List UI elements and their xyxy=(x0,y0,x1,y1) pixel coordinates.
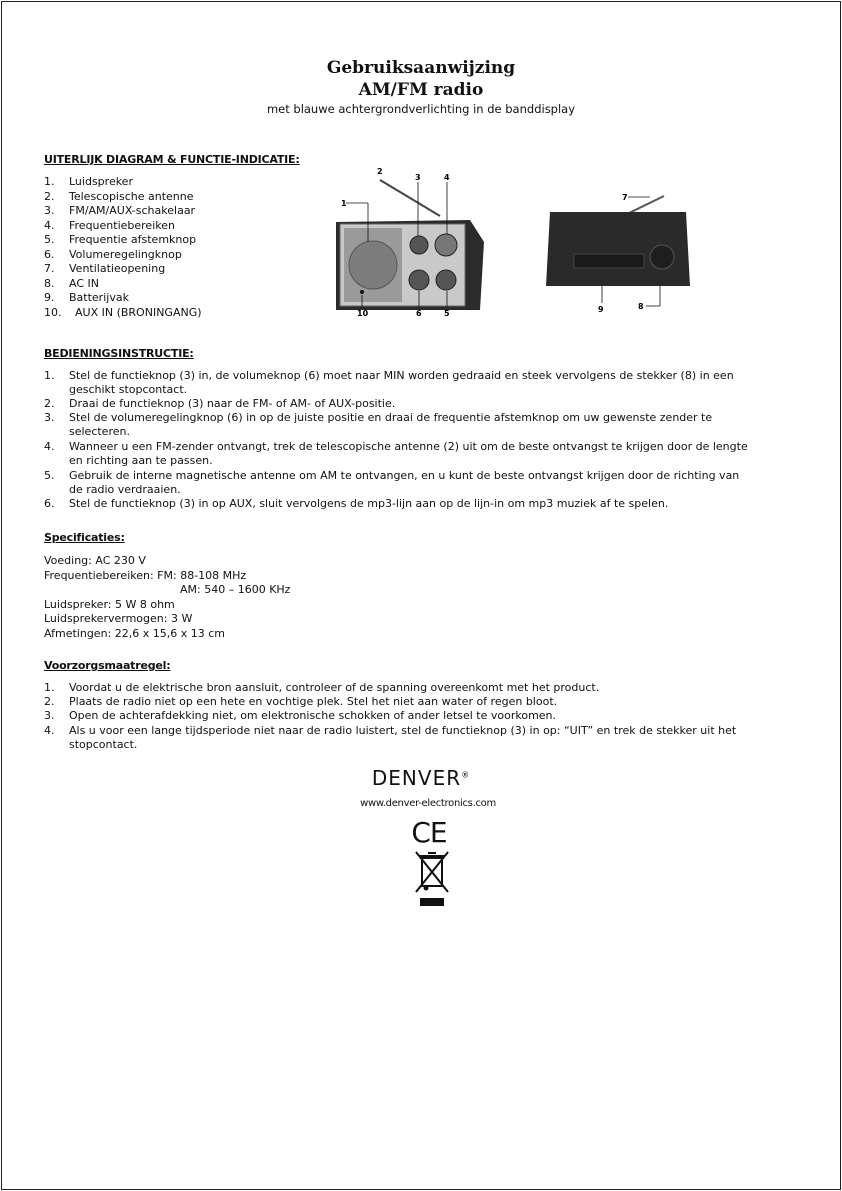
list-item-number: 2. xyxy=(44,397,55,410)
list-item: Frequentiebereiken xyxy=(69,218,175,232)
antenna-line xyxy=(380,180,440,216)
brand-url: www.denver-electronics.com xyxy=(360,798,496,809)
ce-mark: CE xyxy=(411,816,447,849)
list-item: Voordat u de elektrische bron aansluit, controleer of de spanning overeenkomt met het product. xyxy=(69,681,600,694)
list-item-number: 6. xyxy=(44,497,55,510)
list-item-continued: selecteren. xyxy=(69,425,130,438)
list-item: Plaats de radio niet op een hete en vochtige plek. Stel het niet aan water of regen bloot. xyxy=(69,695,558,708)
list-item-number: 8. xyxy=(44,276,55,290)
spec-dimensions: Afmetingen: 22,6 x 15,6 x 13 cm xyxy=(44,627,226,640)
callout-9: 9 xyxy=(598,305,604,314)
list-item-continued: stopcontact. xyxy=(69,738,138,751)
product-name: AM/FM radio xyxy=(358,80,484,100)
brand-logo xyxy=(358,766,484,790)
callout-7: 7 xyxy=(622,193,628,202)
list-item-number: 1. xyxy=(44,175,55,188)
specs-heading: Specificaties: xyxy=(44,531,125,544)
list-item: Frequentie afstemknop xyxy=(69,233,197,246)
radio-back-illustration xyxy=(538,182,698,317)
list-item: Batterijvak xyxy=(69,291,129,304)
callout-3: 3 xyxy=(415,173,421,182)
list-item-number: 10. xyxy=(44,305,62,319)
list-item-number: 4. xyxy=(44,724,55,737)
callout-10: 10 xyxy=(357,309,369,318)
speaker-grille xyxy=(349,241,397,289)
callout-8: 8 xyxy=(638,302,644,311)
callout-2: 2 xyxy=(377,167,383,176)
list-item: Stel de functieknop (3) in, de volumeknop (6) moet naar MIN worden gedraaid en steek vervolgens de stekker (8) in een xyxy=(69,369,734,382)
list-item-number: 5. xyxy=(44,233,55,246)
registered-mark: ® xyxy=(461,770,471,780)
diagram-heading: UITERLIJK DIAGRAM & FUNCTIE-INDICATIE: xyxy=(44,153,300,166)
battery-compartment xyxy=(574,254,644,268)
list-item-continued: de radio verdraaien. xyxy=(69,483,181,496)
operation-heading: BEDIENINGSINSTRUCTIE: xyxy=(44,347,194,360)
list-item-number: 3. xyxy=(44,204,55,217)
aux-jack xyxy=(360,290,364,294)
list-item-number: 2. xyxy=(44,695,55,708)
list-item: Draai de functieknop (3) naar de FM- of AM- of AUX-positie. xyxy=(69,397,396,410)
callout-1: 1 xyxy=(341,199,347,208)
list-item-number: 4. xyxy=(44,218,55,232)
list-item: Telescopische antenne xyxy=(69,189,194,203)
list-item: Als u voor een lange tijdsperiode niet naar de radio luistert, stel de functieknop (3) in op: “UIT” en trek de stekker uit het xyxy=(69,724,737,737)
list-item: Open de achterafdekking niet, om elektronische schokken of ander letsel te voorkomen. xyxy=(69,709,557,722)
list-item-number: 3. xyxy=(44,411,55,424)
callout-5: 5 xyxy=(444,309,450,318)
callout-6: 6 xyxy=(416,309,422,318)
spec-frequency-fm: Frequentiebereiken: FM: 88-108 MHz xyxy=(44,569,247,582)
list-item-number: 4. xyxy=(44,440,55,453)
list-item: Stel de functieknop (3) in op AUX, sluit vervolgens de mp3-lijn aan op de lijn-in om mp3 muziek af te spelen. xyxy=(69,497,669,510)
list-item: Ventilatieopening xyxy=(69,262,166,275)
list-item-continued: geschikt stopcontact. xyxy=(69,383,188,396)
list-item-number: 1. xyxy=(44,369,55,382)
list-item-number: 2. xyxy=(44,189,55,203)
list-item: AUX IN (BRONINGANG) xyxy=(75,305,202,319)
spec-power: Luidsprekervermogen: 3 W xyxy=(44,612,193,625)
callout-4: 4 xyxy=(444,173,450,182)
list-item: AC IN xyxy=(69,276,99,290)
list-item-number: 1. xyxy=(44,681,55,694)
list-item: Luidspreker xyxy=(69,175,133,188)
list-item: Gebruik de interne magnetische antenne om AM te ontvangen, en u kunt de beste ontvangst krijgen door de richting van xyxy=(69,469,740,482)
bin-wheel xyxy=(424,886,429,891)
list-item-number: 6. xyxy=(44,247,55,261)
list-item-number: 5. xyxy=(44,469,55,482)
brand-name: DENVER xyxy=(371,766,462,790)
list-item-number: 3. xyxy=(44,709,55,722)
spec-speaker: Luidspreker: 5 W 8 ohm xyxy=(44,598,175,611)
spec-voeding: Voeding: AC 230 V xyxy=(44,554,146,567)
list-item: Volumeregelingknop xyxy=(69,247,182,261)
product-tagline: met blauwe achtergrondverlichting in de banddisplay xyxy=(266,102,576,116)
list-item: FM/AM/AUX-schakelaar xyxy=(69,204,196,217)
volume-knob xyxy=(409,270,429,290)
precautions-heading: Voorzorgsmaatregel: xyxy=(44,659,171,672)
list-item-number: 7. xyxy=(44,262,55,275)
radio-front-illustration xyxy=(328,162,488,322)
bin-bar xyxy=(420,898,444,906)
list-item-number: 9. xyxy=(44,291,55,304)
weee-bin-icon xyxy=(412,850,452,908)
list-item: Wanneer u een FM-zender ontvangt, trek de telescopische antenne (2) uit om de beste ontvangst te krijgen door de lengte xyxy=(69,440,748,453)
spec-frequency-am: AM: 540 – 1600 KHz xyxy=(180,583,291,596)
list-item: Stel de volumeregelingknop (6) in op de juiste positie en draai de frequentie afstemknop om uw gewenste zender te xyxy=(69,411,713,424)
vent-opening xyxy=(650,245,674,269)
band-dial xyxy=(435,234,457,256)
tuning-knob xyxy=(436,270,456,290)
list-item-continued: en richting aan te passen. xyxy=(69,454,213,467)
document-title: Gebruiksaanwijzing xyxy=(326,58,516,78)
function-knob xyxy=(410,236,428,254)
